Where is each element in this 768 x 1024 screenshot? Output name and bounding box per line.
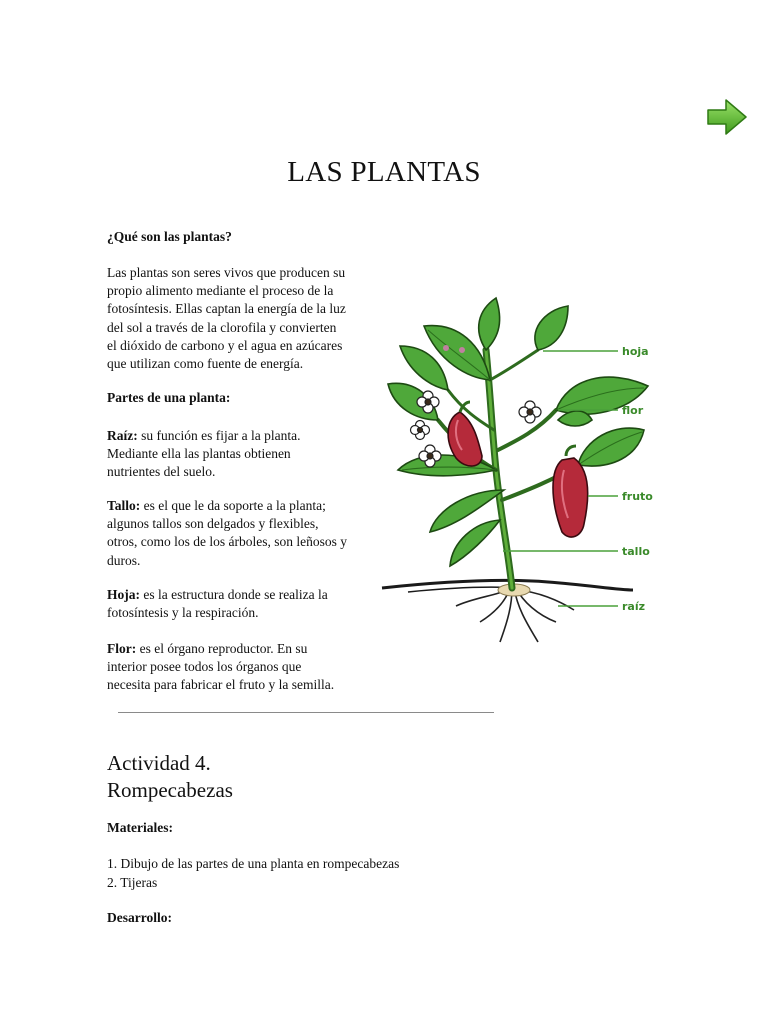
intro-line: el dióxido de carbono y el agua en azúcares — [107, 337, 343, 353]
activity-title-line2: Rompecabezas — [107, 778, 233, 802]
label-raiz: raíz — [622, 600, 646, 613]
materials-list — [107, 855, 399, 892]
label-tallo: tallo — [622, 545, 650, 558]
intro-line: del sol a través de la clorofila y convierten — [107, 319, 337, 335]
materials-label: Materiales: — [107, 820, 173, 835]
stem-line: algunos tallos son delgados y flexibles, — [107, 516, 319, 532]
intro-line: que utilizan como fuente de energía. — [107, 356, 304, 372]
section-divider — [118, 712, 494, 713]
leaf-line: es la estructura donde se realiza la — [140, 587, 328, 602]
label-flor: flor — [622, 404, 644, 417]
page-title: LAS PLANTAS — [287, 156, 481, 188]
flower-line: necesita para fabricar el fruto y la semilla. — [107, 677, 335, 693]
label-hoja: hoja — [622, 345, 649, 358]
root-paragraph — [107, 427, 379, 482]
plant-parts-diagram — [378, 270, 678, 650]
flower-line: es el órgano reproductor. En su — [136, 641, 308, 656]
root-line: Mediante ella las plantas obtienen — [107, 446, 291, 462]
stem-line: duros. — [107, 552, 141, 568]
intro-line: propio alimento mediante el proceso de la — [107, 283, 334, 299]
root-line: nutrientes del suelo. — [107, 464, 216, 480]
flower-term: Flor: — [107, 641, 137, 656]
leaf-paragraph — [107, 586, 379, 622]
parts-heading: Partes de una planta: — [107, 390, 231, 405]
list-item: 2. Tijeras — [107, 874, 158, 890]
stem-paragraph — [107, 497, 379, 570]
next-arrow-icon[interactable] — [706, 97, 748, 137]
development-label: Desarrollo: — [107, 910, 172, 925]
root-term: Raíz: — [107, 428, 138, 443]
list-item: 1. Dibujo de las partes de una planta en rompecabezas — [107, 856, 400, 871]
leaf-term: Hoja: — [107, 587, 140, 602]
stem-term: Tallo: — [107, 498, 141, 513]
root-line: su función es fijar a la planta. — [137, 428, 301, 443]
leaf-line: fotosíntesis y la respiración. — [107, 605, 259, 621]
question-what-are-plants: ¿Qué son las plantas? — [107, 229, 232, 244]
intro-line: fotosíntesis. Ellas captan la energía de la luz — [107, 301, 346, 317]
flower-paragraph — [107, 640, 379, 695]
label-fruto: fruto — [622, 490, 653, 503]
intro-paragraph — [107, 264, 379, 373]
activity-title-line1: Actividad 4. — [107, 751, 211, 775]
flower-line: interior posee todos los órganos que — [107, 659, 302, 675]
activity-title — [107, 750, 233, 804]
stem-line: es el que le da soporte a la planta; — [140, 498, 326, 513]
intro-line: Las plantas son seres vivos que producen su — [107, 265, 346, 280]
stem-line: otros, como los de los árboles, son leñosos y — [107, 534, 347, 550]
